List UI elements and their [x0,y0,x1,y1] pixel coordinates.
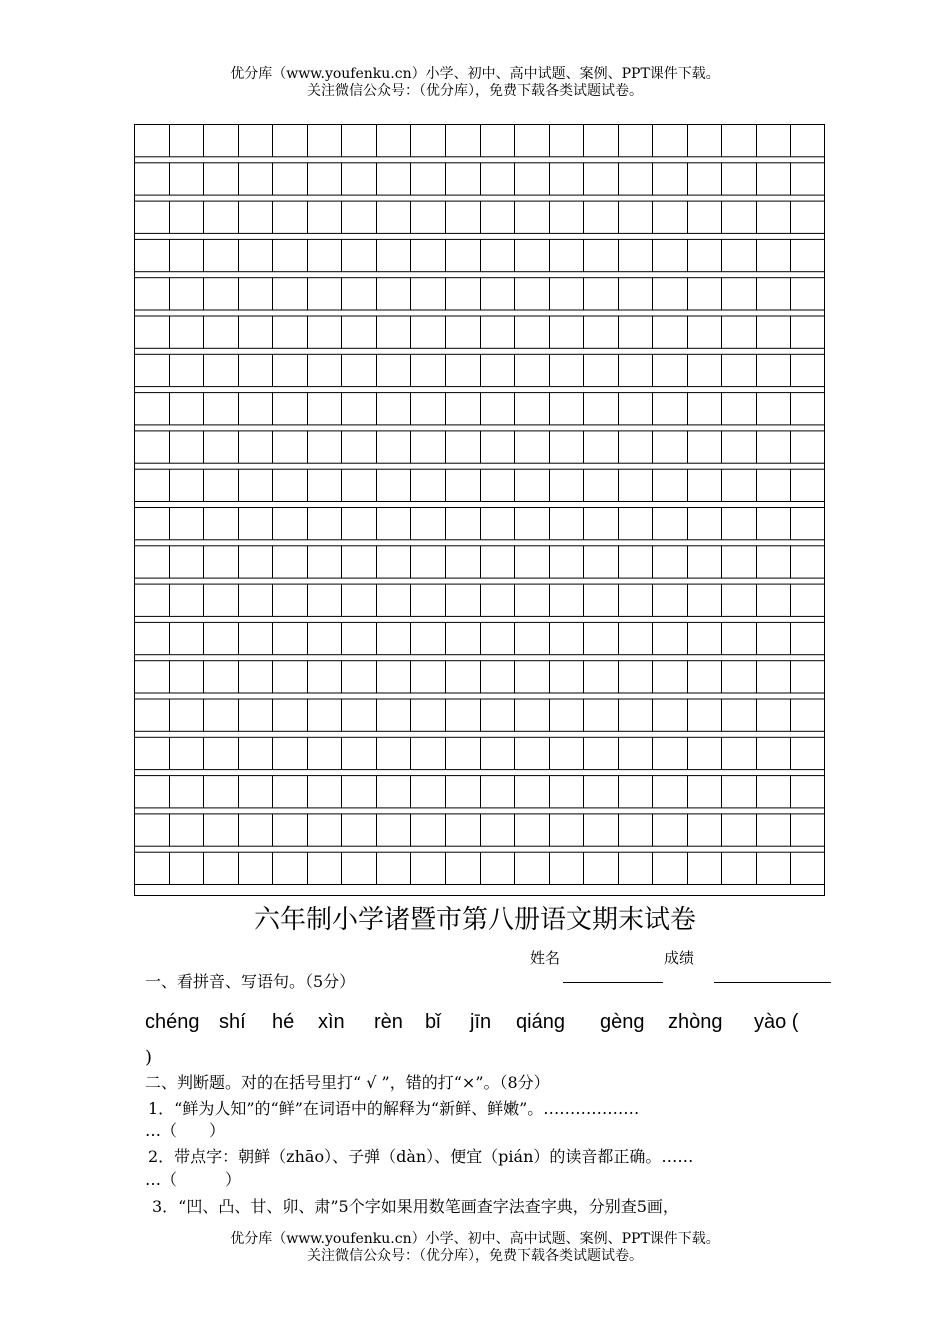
pinyin-7: jīn [470,1011,492,1033]
pinyin-10: zhòng [668,1011,723,1033]
pinyin-9: gèng [600,1011,645,1033]
pinyin-11: yào ( [754,1011,799,1033]
question-3-line-1: 3．“凹、凸、甘、卯、肃”5个字如果用数笔画查字法查字典，分别查5画， [152,1197,679,1216]
question-1-line-1: 1．“鲜为人知”的“鲜”在词语中的解释为“新鲜、鲜嫩”。……………… [148,1099,640,1118]
pinyin-3: hé [272,1011,295,1033]
pinyin-1: chéng [145,1011,200,1033]
header-line-1: 优分库（www.youfenku.cn）小学、初中、高中试题、案例、PPT课件下载。 [230,66,720,82]
pinyin-5: rèn [374,1011,403,1033]
pinyin-2: shí [219,1011,246,1033]
question-2-line-1: 2．带点字：朝鲜（zhāo）、子弹（dàn）、便宜（pián）的读音都正确。…… [148,1147,694,1166]
score-label: 成绩 [664,949,695,967]
pinyin-6: bǐ [425,1011,441,1033]
question-1-line-2[interactable]: …（ ） [145,1121,226,1140]
writing-grid [134,124,825,896]
pinyin-close-paren: ) [145,1047,153,1068]
exam-title: 六年制小学诸暨市第八册语文期末试卷 [253,905,696,935]
footer-line-2: 关注微信公众号：（优分库），免费下载各类试题试卷。 [307,1248,643,1264]
name-blank[interactable] [563,982,663,983]
section2-heading: 二、判断题。对的在括号里打“ √ ”，错的打“×”。（8分） [145,1073,550,1092]
page-header [0,66,950,100]
name-label: 姓名 [530,949,561,967]
pinyin-4: xìn [318,1011,345,1033]
section1-heading: 一、看拼音、写语句。（5分） [145,972,356,991]
page-footer [0,1231,950,1265]
question-2-line-2[interactable]: …（ ） [145,1170,242,1189]
pinyin-8: qiáng [516,1011,565,1033]
footer-line-1: 优分库（www.youfenku.cn）小学、初中、高中试题、案例、PPT课件下载。 [230,1231,720,1247]
header-line-2: 关注微信公众号：（优分库），免费下载各类试题试卷。 [307,83,643,99]
score-blank[interactable] [714,982,831,983]
